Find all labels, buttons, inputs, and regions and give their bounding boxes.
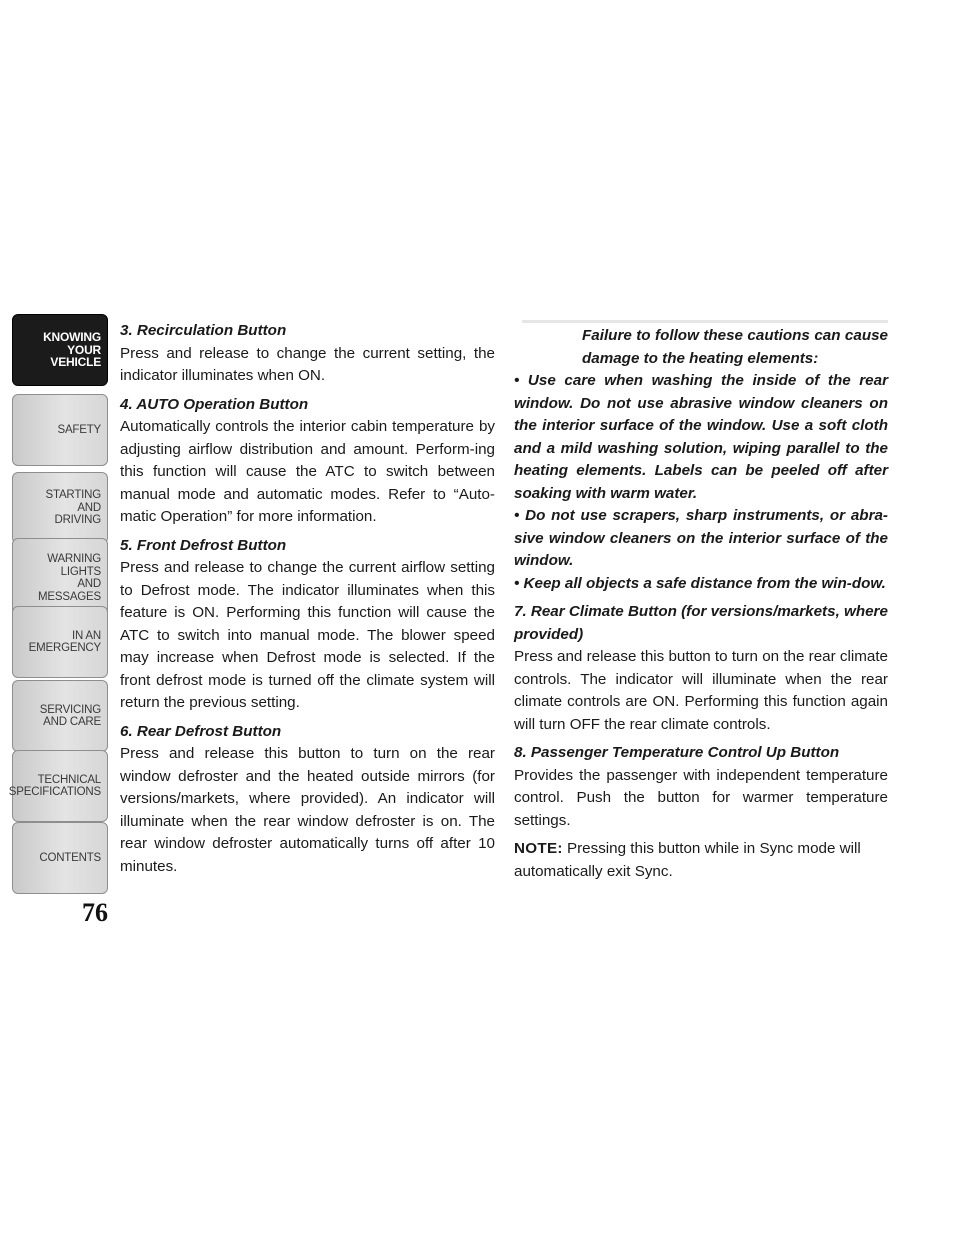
section-heading: 6. Rear Defrost Button [120, 722, 282, 740]
tab-knowing-your-vehicle[interactable] [12, 314, 108, 386]
caution-intro: Failure to follow these cautions can cause damage to the heating elements: [582, 327, 888, 367]
section-body: Provides the passenger with independent temperature control. Push the button for warmer temperature settings. [514, 766, 888, 829]
page-number: 76 [82, 898, 108, 927]
section-body: Automatically controls the interior cabin temperature by adjusting airflow distribution and amount. Perform-ing this function will cause the ATC to switch between manual mode and automatic modes. Refer to “Auto-matic Operation” for more information. [120, 418, 495, 525]
tab-safety[interactable] [12, 394, 108, 466]
right-column [514, 320, 888, 889]
section-heading: 5. Front Defrost Button [120, 536, 287, 554]
tab-technical-specifications[interactable] [8, 750, 108, 822]
section-body: Press and release to change the current setting, the indicator illuminates when ON. [120, 344, 495, 384]
note [514, 838, 888, 883]
tab-label: CONTENTS [39, 851, 101, 864]
caution-box [514, 325, 888, 595]
section-rear-defrost [120, 721, 495, 879]
note-body: Pressing this button while in Sync mode will automatically exit Sync. [514, 840, 861, 880]
tab-in-an-emergency[interactable] [12, 606, 108, 678]
tab-label: KNOWING YOUR VEHICLE [43, 330, 101, 370]
section-recirculation [120, 320, 495, 388]
note-label: NOTE: [514, 840, 563, 857]
tab-label: IN AN EMERGENCY [28, 629, 101, 654]
caution-item: • Do not use scrapers, sharp instruments, or abra-sive window cleaners on the interior surface of the window. [514, 507, 888, 569]
tab-contents[interactable] [12, 822, 108, 894]
section-body: Press and release this button to turn on the rear window defroster and the heated outside mirrors (for versions/markets, where provided). An indicator will illuminate when the rear window defroster is on. The rear window defroster automatically turns off after 10 minutes. [120, 745, 495, 875]
tab-starting-and-driving[interactable] [12, 472, 108, 544]
section-heading: 3. Recirculation Button [120, 322, 287, 339]
section-passenger-temp-up [514, 742, 888, 832]
section-rear-climate [514, 601, 888, 736]
section-body: Press and release to change the current airflow setting to Defrost mode. The indicator illuminates when this feature is ON. Performing this function will cause the ATC to switch into manual mode. The blower speed may increase when Defrost mode is selected. If the front defrost mode is turned off the climate system will return the previous setting. [120, 559, 495, 711]
caution-item: • Keep all objects a safe distance from the win-dow. [514, 574, 886, 592]
section-heading: 7. Rear Climate Button (for versions/markets, where provided) [514, 603, 888, 643]
tab-label: SERVICING AND CARE [39, 703, 101, 728]
section-heading: 4. AUTO Operation Button [120, 395, 309, 413]
tab-servicing-and-care[interactable] [12, 680, 108, 752]
caution-divider [522, 320, 888, 323]
section-front-defrost [120, 535, 495, 715]
left-column [120, 320, 495, 884]
section-auto-operation [120, 394, 495, 529]
tab-label: WARNING LIGHTS AND MESSAGES [38, 553, 101, 603]
tab-label: SAFETY [57, 423, 101, 436]
tab-label: STARTING AND DRIVING [45, 489, 101, 527]
tab-label: TECHNICAL SPECIFICATIONS [8, 773, 101, 798]
section-heading: 8. Passenger Temperature Control Up Button [514, 744, 840, 761]
section-body: Press and release this button to turn on the rear climate controls. The indicator will illuminate when the rear climate controls are ON. Performing this function again will turn OFF the rear climate controls. [514, 648, 888, 733]
caution-item: • Use care when washing the inside of the rear window. Do not use abrasive window cleaners on the interior surface of the window. Use a soft cloth and a mild washing solution, wiping parallel to the heating elements. Labels can be peeled off after soaking with warm water. [514, 372, 888, 502]
